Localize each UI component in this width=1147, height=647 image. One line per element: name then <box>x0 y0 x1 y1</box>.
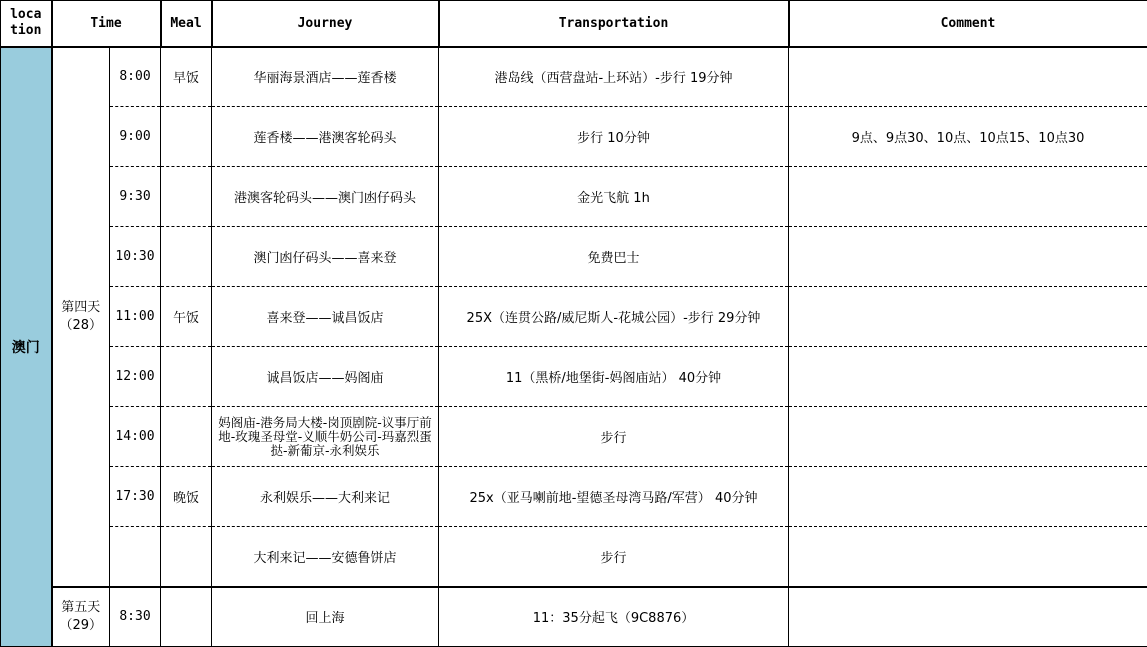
meal-cell <box>161 527 212 587</box>
table-row <box>1 587 1147 647</box>
comment-cell <box>789 407 1147 467</box>
table-row <box>1 167 1147 227</box>
day5-cell <box>52 587 110 647</box>
transport-cell: 25x（亚马喇前地-望德圣母湾马路/军营） 40分钟 <box>439 467 789 527</box>
header-meal: Meal <box>161 1 212 47</box>
journey-cell: 喜来登——诚昌饭店 <box>212 287 439 347</box>
meal-cell: 午饭 <box>161 287 212 347</box>
header-row <box>1 1 1147 47</box>
transport-cell: 港岛线（西营盘站-上环站）-步行 19分钟 <box>439 47 789 107</box>
time-cell: 17:30 <box>110 467 161 527</box>
journey-cell: 妈阁庙-港务局大楼-岗顶剧院-议事厅前地-玫瑰圣母堂-义顺牛奶公司-玛嘉烈蛋挞-新葡京-永利娱乐 <box>212 407 439 467</box>
header-transportation: Transportation <box>439 1 789 47</box>
meal-cell: 晚饭 <box>161 467 212 527</box>
meal-cell <box>161 107 212 167</box>
table-row <box>1 467 1147 527</box>
day4-date: （28） <box>59 318 102 333</box>
meal-cell: 早饭 <box>161 47 212 107</box>
table-row <box>1 287 1147 347</box>
location-cell: 澳门 <box>1 47 52 647</box>
day4-label: 第四天 <box>61 300 100 315</box>
time-cell: 11:00 <box>110 287 161 347</box>
comment-cell <box>789 47 1147 107</box>
journey-cell: 回上海 <box>212 587 439 647</box>
comment-cell <box>789 167 1147 227</box>
header-location-line2: tion <box>10 23 41 38</box>
journey-cell: 莲香楼——港澳客轮码头 <box>212 107 439 167</box>
comment-cell <box>789 467 1147 527</box>
transport-cell: 金光飞航 1h <box>439 167 789 227</box>
time-cell: 9:30 <box>110 167 161 227</box>
journey-cell: 大利来记——安德鲁饼店 <box>212 527 439 587</box>
journey-cell: 永利娱乐——大利来记 <box>212 467 439 527</box>
meal-cell <box>161 347 212 407</box>
journey-cell: 诚昌饭店——妈阁庙 <box>212 347 439 407</box>
comment-cell <box>789 287 1147 347</box>
header-location-line1: loca <box>10 7 41 22</box>
time-cell: 12:00 <box>110 347 161 407</box>
comment-cell <box>789 347 1147 407</box>
comment-cell <box>789 587 1147 647</box>
day5-date: （29） <box>59 618 102 633</box>
journey-cell: 澳门凼仔码头——喜来登 <box>212 227 439 287</box>
table-row <box>1 347 1147 407</box>
time-cell: 8:00 <box>110 47 161 107</box>
journey-cell: 港澳客轮码头——澳门凼仔码头 <box>212 167 439 227</box>
transport-cell: 步行 <box>439 407 789 467</box>
comment-cell <box>789 227 1147 287</box>
comment-cell <box>789 527 1147 587</box>
time-cell: 8:30 <box>110 587 161 647</box>
header-location <box>1 1 52 47</box>
meal-cell <box>161 407 212 467</box>
meal-cell <box>161 167 212 227</box>
header-time: Time <box>52 1 161 47</box>
table-row <box>1 407 1147 467</box>
table-row <box>1 527 1147 587</box>
transport-cell: 25X（连贯公路/威尼斯人-花城公园）-步行 29分钟 <box>439 287 789 347</box>
day4-cell <box>52 47 110 587</box>
time-cell <box>110 527 161 587</box>
day5-label: 第五天 <box>61 600 100 615</box>
header-journey: Journey <box>212 1 439 47</box>
meal-cell <box>161 227 212 287</box>
transport-cell: 11：35分起飞（9C8876） <box>439 587 789 647</box>
transport-cell: 11（黑桥/地堡街-妈阁庙站） 40分钟 <box>439 347 789 407</box>
time-cell: 10:30 <box>110 227 161 287</box>
meal-cell <box>161 587 212 647</box>
transport-cell: 免费巴士 <box>439 227 789 287</box>
time-cell: 14:00 <box>110 407 161 467</box>
time-cell: 9:00 <box>110 107 161 167</box>
table-row <box>1 227 1147 287</box>
header-comment: Comment <box>789 1 1147 47</box>
table-row <box>1 107 1147 167</box>
transport-cell: 步行 <box>439 527 789 587</box>
comment-cell: 9点、9点30、10点、10点15、10点30 <box>789 107 1147 167</box>
transport-cell: 步行 10分钟 <box>439 107 789 167</box>
table-row <box>1 47 1147 107</box>
journey-cell: 华丽海景酒店——莲香楼 <box>212 47 439 107</box>
